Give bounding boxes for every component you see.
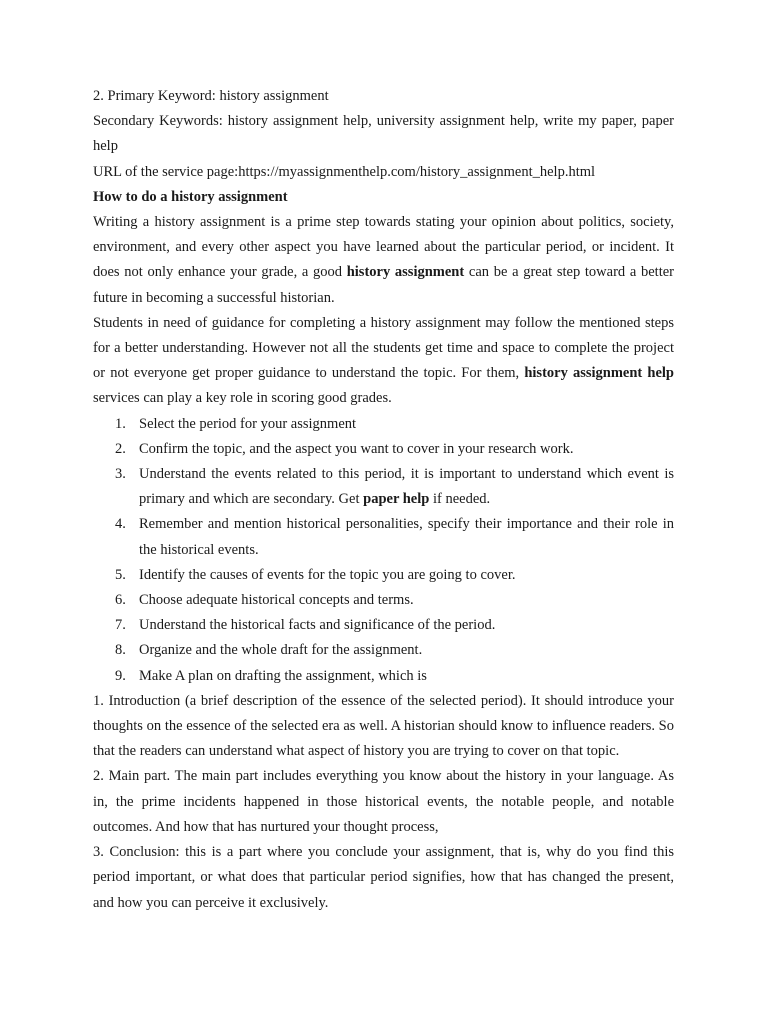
list-item [93, 664, 674, 689]
list-item-text: Remember and mention historical personalities, specify their importance and their role in the historical events. [139, 516, 674, 558]
steps-list [93, 412, 674, 689]
intro-paragraph-text-a: Writing a history assignment is a prime step towards stating your opinion about politics, society, environment, and every other aspect you have learned about the particular period, or incident. It does not only enhance your grade, a good [93, 214, 674, 281]
list-item [93, 462, 674, 512]
list-item [93, 588, 674, 613]
list-item-text: Make A plan on drafting the assignment, which is [139, 667, 427, 684]
list-item-text: Organize and the whole draft for the assignment. [139, 642, 423, 659]
list-item [93, 563, 674, 588]
conclusion-section: 3. Conclusion: this is a part where you conclude your assignment, that is, why do you find this period important, or what does that particular period signifies, how that has changed the present, and how you can perceive it exclusively. [93, 844, 674, 911]
list-item-number: 9. [115, 667, 126, 684]
list-item [93, 512, 674, 562]
list-item-text: Understand the historical facts and significance of the period. [139, 617, 496, 634]
list-item-number: 8. [115, 642, 126, 659]
list-item-number: 6. [115, 592, 126, 609]
list-item [93, 638, 674, 663]
intro-paragraph [93, 210, 674, 311]
guidance-paragraph [93, 311, 674, 412]
list-item-number: 1. [115, 415, 126, 432]
section-heading: How to do a history assignment [93, 188, 288, 205]
document-page [93, 84, 674, 916]
list-item-number: 3. [115, 466, 126, 483]
list-item-text: Select the period for your assignment [139, 415, 357, 432]
list-item [93, 437, 674, 462]
list-item-text: Identify the causes of events for the topic you are going to cover. [139, 566, 516, 583]
list-item-text-after: if needed. [429, 491, 491, 508]
guidance-paragraph-text-a: Students in need of guidance for completing a history assignment may follow the mentioned steps for a better understanding. However not all the students get time and space to complete the project or not everyone get proper guidance to understand the topic. For them, [93, 314, 674, 382]
list-item-text: Confirm the topic, and the aspect you want to cover in your research work. [139, 440, 574, 457]
list-item [93, 412, 674, 437]
introduction-section: 1. Introduction (a brief description of the essence of the selected period). It should introduce your thoughts on the essence of the selected era as well. A historian should know to influence readers. So that the readers can understand what aspect of history you are trying to cover on that topic. [93, 692, 674, 760]
list-item-number: 2. [115, 440, 126, 457]
main-part-section: 2. Main part. The main part includes everything you know about the history in your language. As in, the prime incidents happened in those historical events, the notable people, and notable outcomes. And how that has nurtured your thought process, [93, 768, 674, 835]
guidance-paragraph-bold: history assignment help [524, 365, 674, 382]
list-item-bold: paper help [363, 491, 430, 508]
list-item-number: 7. [115, 617, 126, 634]
list-item-number: 5. [115, 566, 126, 583]
secondary-keywords-line: Secondary Keywords: history assignment help, university assignment help, write my paper, paper help [93, 113, 674, 155]
list-item-text: Understand the events related to this period, it is important to understand which event is primary and which are secondary. Get [139, 466, 674, 508]
service-url-line: URL of the service page:https://myassignmenthelp.com/history_assignment_help.html [93, 163, 596, 180]
list-item-number: 4. [115, 516, 126, 533]
intro-paragraph-bold: history assignment [346, 264, 465, 281]
guidance-paragraph-text-c: services can play a key role in scoring good grades. [93, 390, 392, 407]
list-item [93, 613, 674, 638]
list-item-text: Choose adequate historical concepts and terms. [139, 592, 414, 609]
intro-paragraph-text-c: can be a great step toward a better future in becoming a successful historian. [93, 264, 674, 306]
primary-keyword-line: 2. Primary Keyword: history assignment [93, 88, 329, 104]
